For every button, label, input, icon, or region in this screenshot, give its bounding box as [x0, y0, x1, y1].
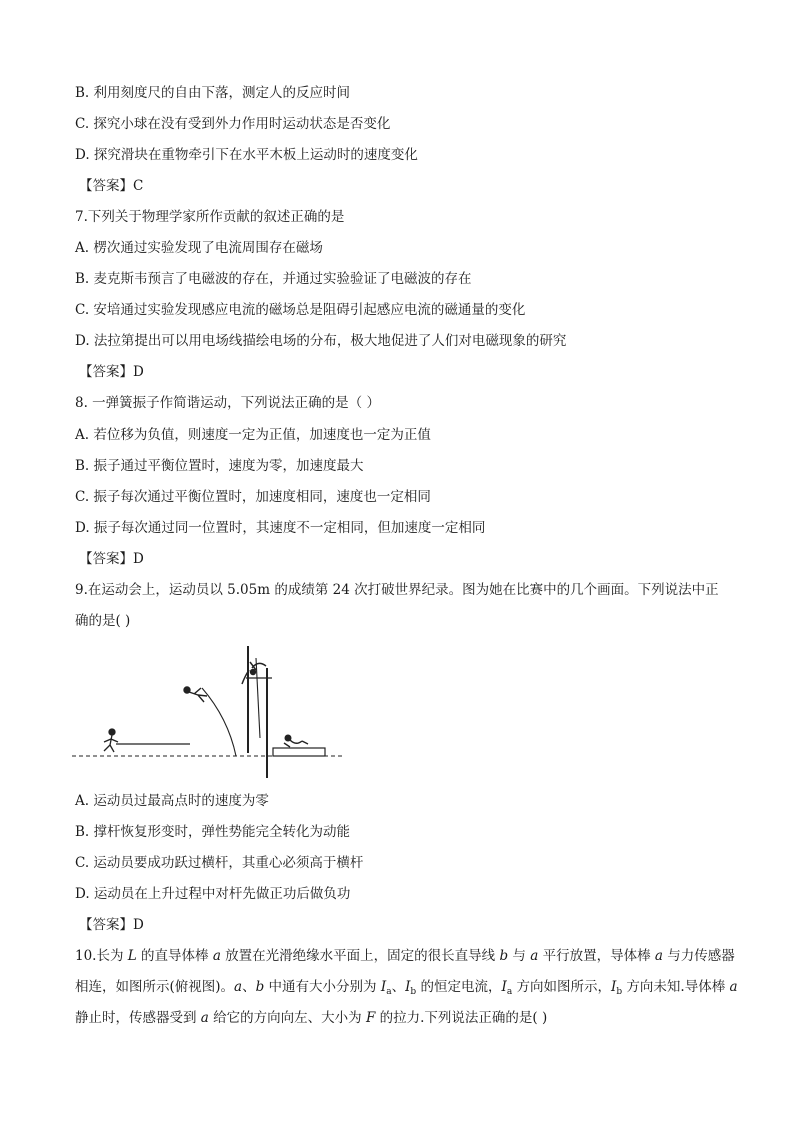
var-L: L	[127, 948, 137, 964]
q9-option-b[interactable]: B. 撑杆恢复形变时，弹性势能完全转化为动能	[75, 824, 351, 840]
q6-answer: 【答案】C	[79, 178, 144, 194]
subscript-a: a	[386, 987, 392, 997]
q7-option-d[interactable]: D. 法拉第提出可以用电场线描绘电场的分布，极大地促进了人们对电磁现象的研究	[75, 333, 567, 349]
var-a: a	[200, 1010, 209, 1026]
var-I: I	[611, 979, 617, 995]
vaulter-over-bar	[242, 662, 266, 684]
q6-option-c[interactable]: C. 探究小球在没有受到外力作用时运动状态是否变化	[75, 116, 391, 132]
q9-stem-line1: 9.在运动会上，运动员以 5.05m 的成绩第 24 次打破世界纪录。图为她在比赛中的几个画面。下列说法中正	[75, 582, 719, 598]
text-segment: 的恒定电流，	[416, 979, 502, 995]
q10-stem-line2	[75, 978, 738, 1001]
text-segment: 、	[242, 979, 256, 995]
q8-option-c[interactable]: C. 振子每次通过平衡位置时，加速度相同，速度也一定相同	[75, 489, 431, 505]
var-a: a	[212, 948, 221, 964]
var-a: a	[654, 948, 663, 964]
text-segment: 10.长为	[75, 948, 128, 964]
text-segment: 放置在光滑绝缘水平面上，固定的很长直导线	[220, 948, 500, 964]
runner-figure	[104, 729, 118, 752]
var-b: b	[255, 979, 265, 995]
subscript-a: a	[506, 987, 513, 997]
var-I: I	[405, 979, 411, 995]
pole-vault-figure	[70, 638, 350, 783]
q8-option-d[interactable]: D. 振子每次通过同一位置时，其速度不一定相同，但加速度一定相同	[75, 520, 486, 536]
q9-option-c[interactable]: C. 运动员要成功跃过横杆，其重心必须高于横杆	[75, 855, 364, 871]
text-segment: 方向如图所示，	[512, 979, 611, 995]
var-a: a	[234, 979, 243, 995]
q9-option-a[interactable]: A. 运动员过最高点时的速度为零	[75, 793, 269, 809]
q9-stem-line2: 确的是( )	[75, 613, 131, 629]
vault-pole-straight	[256, 658, 260, 738]
q10-stem-line3	[75, 1009, 547, 1027]
q7-option-c[interactable]: C. 安培通过实验发现感应电流的磁场总是阻碍引起感应电流的磁通量的变化	[75, 302, 526, 318]
landed-athlete	[284, 735, 308, 747]
q6-option-b[interactable]: B. 利用刻度尺的自由下落，测定人的反应时间	[75, 85, 351, 101]
text-segment: 方向未知.导体棒	[622, 979, 730, 995]
q8-stem: 8. 一弹簧振子作简谐运动，下列说法正确的是（ ）	[75, 395, 380, 411]
var-a: a	[530, 948, 539, 964]
q10-stem-line1	[75, 947, 735, 965]
text-segment: 静止时，传感器受到	[75, 1010, 201, 1026]
subscript-b: b	[616, 987, 623, 997]
var-a: a	[729, 979, 738, 995]
text-segment: 与力传感器	[662, 948, 735, 964]
vault-pole-bent	[202, 688, 236, 756]
var-b: b	[499, 948, 509, 964]
var-F: F	[365, 1010, 376, 1026]
q7-stem: 7.下列关于物理学家所作贡献的叙述正确的是	[75, 209, 345, 225]
text-segment: 的拉力.下列说法正确的是( )	[375, 1010, 548, 1026]
var-I: I	[380, 979, 387, 995]
q7-answer: 【答案】D	[79, 364, 144, 380]
text-segment: 的直导体棒	[136, 948, 213, 964]
text-segment: 相连，如图所示(俯视图)。	[75, 979, 235, 995]
subscript-b: b	[410, 987, 417, 997]
q9-option-d[interactable]: D. 运动员在上升过程中对杆先做正功后做负功	[75, 886, 351, 902]
q8-option-a[interactable]: A. 若位移为负值，则速度一定为正值，加速度也一定为正值	[75, 427, 431, 443]
text-segment: 中通有大小分别为	[264, 979, 381, 995]
q7-option-a[interactable]: A. 楞次通过实验发现了电流周围存在磁场	[75, 240, 323, 256]
q8-answer: 【答案】D	[79, 551, 144, 567]
q9-answer: 【答案】D	[79, 917, 144, 933]
q7-option-b[interactable]: B. 麦克斯韦预言了电磁波的存在，并通过实验验证了电磁波的存在	[75, 271, 472, 287]
text-segment: 给它的方向向左、大小为	[208, 1010, 366, 1026]
text-segment: 与	[508, 948, 531, 964]
var-I: I	[501, 979, 507, 995]
text-segment: 、	[391, 979, 406, 995]
landing-mat	[273, 748, 325, 756]
q8-option-b[interactable]: B. 振子通过平衡位置时，速度为零，加速度最大	[75, 458, 364, 474]
text-segment: 平行放置，导体棒	[538, 948, 655, 964]
q6-option-d[interactable]: D. 探究滑块在重物牵引下在水平木板上运动时的速度变化	[75, 147, 418, 163]
